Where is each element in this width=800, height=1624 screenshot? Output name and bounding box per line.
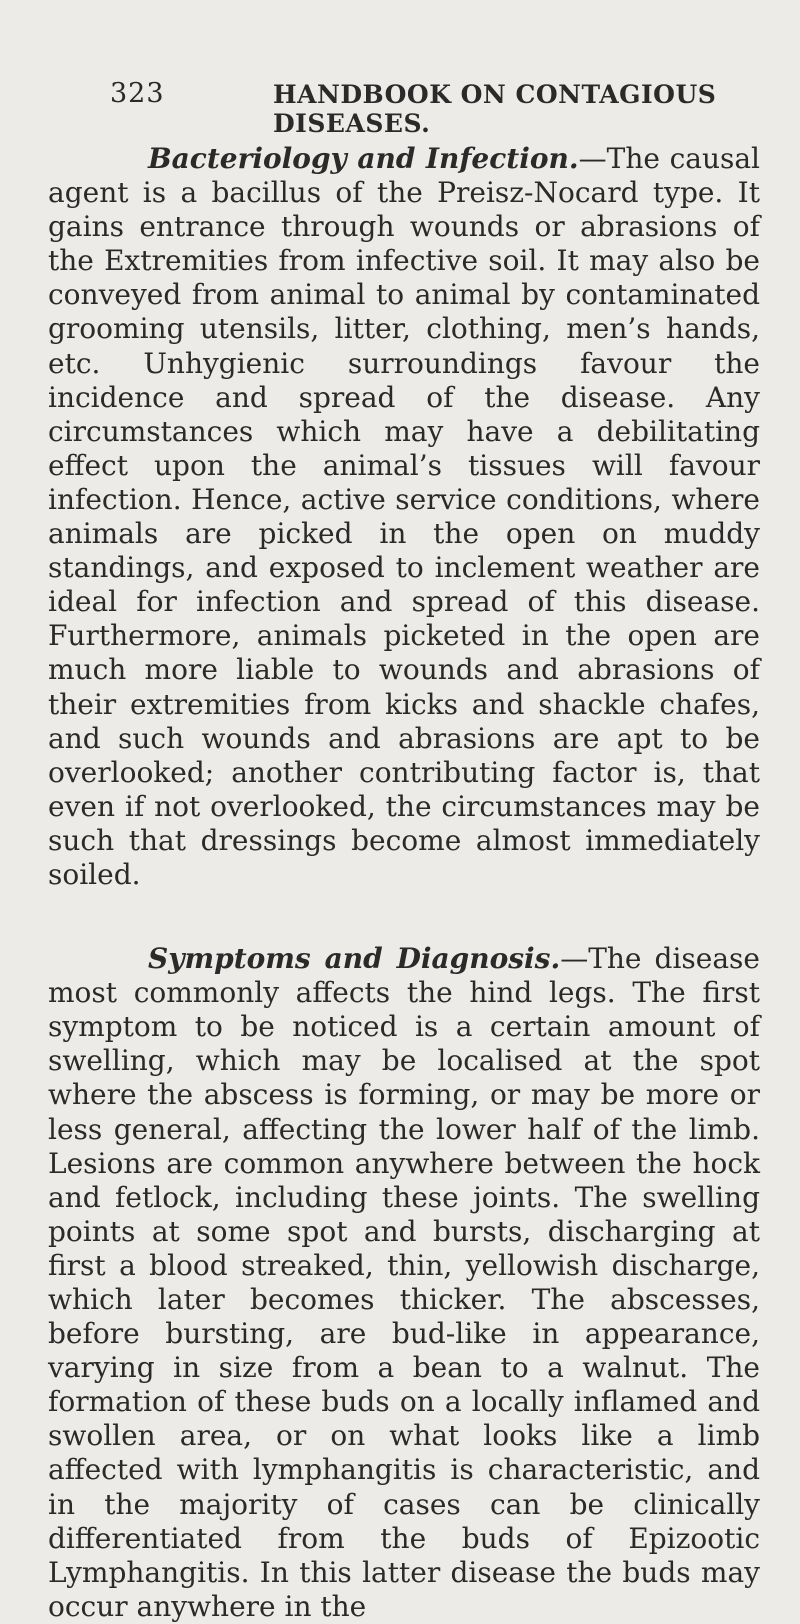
symptoms-paragraph [48,942,760,1624]
bacteriology-paragraph [48,142,760,892]
paragraph-heading: Symptoms and Diagnosis. [148,942,561,976]
running-head [110,78,750,138]
page-content [48,142,760,1624]
running-title: HANDBOOK ON CONTAGIOUS DISEASES. [273,80,717,138]
paragraph-heading: Bacteriology and Infection. [148,142,579,175]
page-number: 323 [110,78,165,109]
paragraph-text: —The disease most commonly affects the hind legs. The first symptom to be noticed is a certain amount of swelling, which may be localised at the spot where the abscess is forming, or may be more or less general, affecting the lower half of the limb. Lesions are common anywhere between the hock and fetlock, including these joints. The swelling points at some spot and bursts, discharging at first a blood streaked, thin, yellowish discharge, which later becomes thicker. The abscesses, before bursting, are bud-like in appearance, varying in size from a bean to a walnut. The formation of these buds on a locally inflamed and swollen area, or on what looks like a limb affected with lymphangitis is characteristic, and in the majority of cases can be clinically differentiated from the buds of Epizootic Lymphangitis. In this latter disease the buds may occur anywhere in the [48,942,760,1623]
paragraph-text: —The causal agent is a bacillus of the Preisz-Nocard type. It gains entrance through wounds or abrasions of the Extremities from infective soil. It may also be conveyed from animal to animal by contaminated grooming utensils, litter, clothing, men’s hands, etc. Unhygienic surroundings favour the incidence and spread of the disease. Any circumstances which may have a debilitating effect upon the animal’s tissues will favour infection. Hence, active service conditions, where animals are picked in the open on muddy standings, and exposed to inclement weather are ideal for infection and spread of this disease. Furthermore, animals picketed in the open are much more liable to wounds and abrasions of their extremities from kicks and shackle chafes, and such wounds and abrasions are apt to be overlooked; another contributing factor is, that even if not overlooked, the circumstances may be such that dressings become almost immediately soiled. [48,142,761,891]
